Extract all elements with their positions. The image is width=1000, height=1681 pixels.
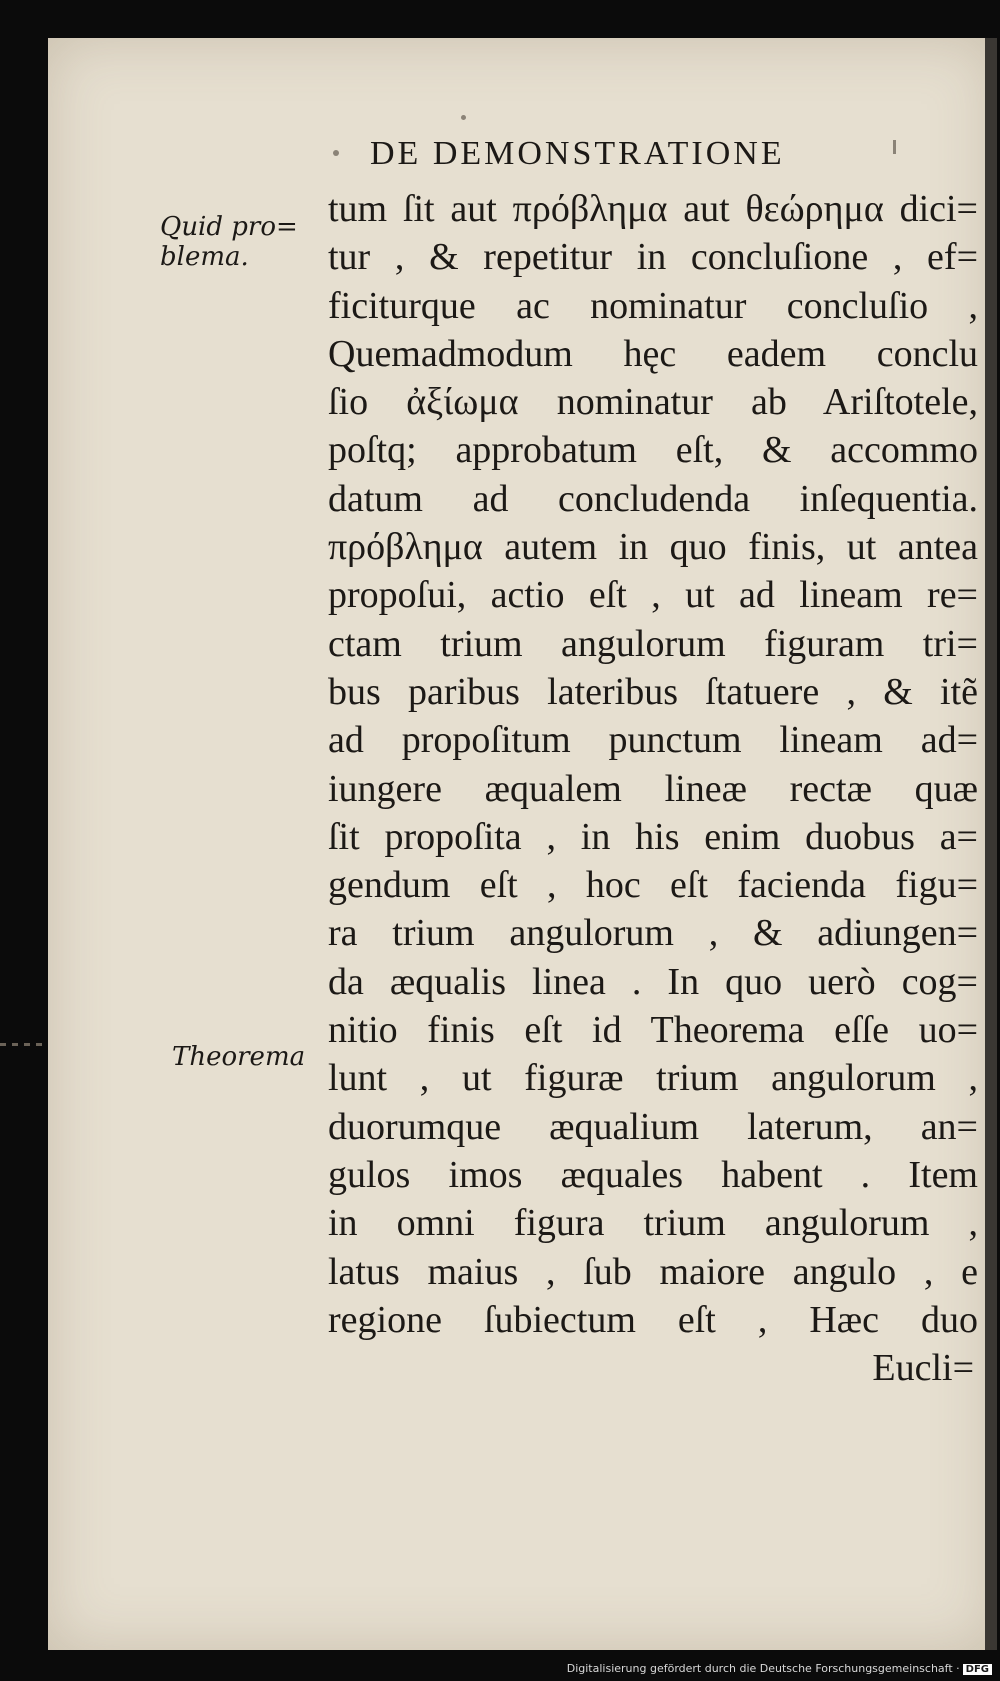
text-line: duorumque æqualium laterum, an=	[328, 1105, 978, 1148]
text-line: Quemadmodum hęc eadem conclu	[328, 332, 978, 375]
text-line: ad propoſitum punctum lineam ad=	[328, 719, 978, 762]
text-line: in omni figura trium angulorum ,	[328, 1202, 978, 1245]
text-line: da æqualis linea . In quo uerò cog=	[328, 960, 978, 1003]
text-line: πρόβλημα autem in quo finis, ut antea	[328, 526, 978, 569]
margin-note-line: Quid pro=	[160, 212, 298, 242]
text-line: lunt , ut figuræ trium angulorum ,	[328, 1057, 978, 1100]
text-line: latus maius , ſub maiore angulo , e	[328, 1250, 978, 1293]
text-line: regione ſubiectum eſt , Hæc duo	[328, 1298, 978, 1341]
body-text	[328, 185, 978, 1392]
text-line: propoſui, actio eſt , ut ad lineam re=	[328, 574, 978, 617]
catchword: Eucli=	[872, 1347, 974, 1390]
text-line: nitio finis eſt id Theorema eſſe uo=	[328, 1009, 978, 1052]
text-line: tum ſit aut πρόβλημα aut θεώρημα dici=	[328, 188, 978, 230]
text-line: tur , & repetitur in concluſione , ef=	[328, 236, 978, 279]
text-line: poſtq; approbatum eſt, & accommo	[328, 429, 978, 472]
margin-note-line: blema.	[160, 242, 249, 272]
text-line: gulos imos æquales habent . Item	[328, 1153, 978, 1196]
ink-speck	[461, 115, 466, 120]
footer-text: Digitalisierung gefördert durch die Deutsche Forschungsgemeinschaft ·	[566, 1662, 960, 1675]
ornament-mark	[893, 140, 896, 154]
margin-note-line: Theorema	[172, 1042, 306, 1072]
ornament-dot	[333, 150, 339, 156]
dfg-logo: DFG	[963, 1664, 992, 1675]
text-line: ficiturque ac nominatur concluſio ,	[328, 284, 978, 327]
margin-note-theorema	[172, 1042, 305, 1072]
page-edge	[985, 38, 997, 1650]
text-line: bus paribus lateribus ſtatuere , & itẽ	[328, 670, 978, 713]
digitization-footer	[567, 1662, 992, 1675]
text-line: iungere æqualem lineæ rectæ quæ	[328, 767, 978, 810]
text-line: gendum eſt , hoc eſt facienda figu=	[328, 864, 978, 907]
text-line: ſio ἀξίωμα nominatur ab Ariſtotele,	[328, 381, 978, 424]
running-head: DE DEMONSTRATIONE	[370, 135, 785, 172]
text-line: ctam trium angulorum figuram tri=	[328, 622, 978, 665]
text-line: ra trium angulorum , & adiungen=	[328, 912, 978, 955]
scan-ruler-ticks	[0, 1043, 48, 1046]
text-line: datum ad concludenda inſequentia.	[328, 477, 978, 520]
margin-note-quid-problema	[160, 212, 298, 272]
text-line: ſit propoſita , in his enim duobus a=	[328, 815, 978, 858]
